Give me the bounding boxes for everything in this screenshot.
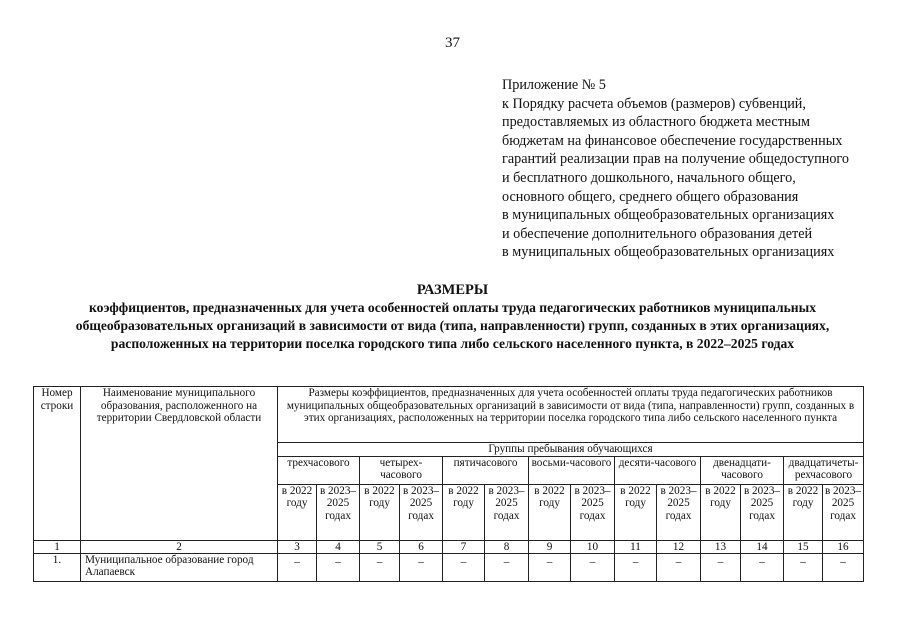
- year-header-2022: в 2022 году: [360, 484, 400, 540]
- appendix-block: [502, 76, 892, 262]
- column-number: 9: [529, 540, 571, 553]
- year-header-2023-2025: в 2023–2025 годах: [571, 484, 615, 540]
- column-number: 1: [34, 540, 81, 553]
- year-header-2022: в 2022 году: [615, 484, 657, 540]
- column-number: 14: [741, 540, 784, 553]
- column-number: 12: [657, 540, 701, 553]
- municipality-name-cell: Муниципальное образование город Алапаевск: [81, 553, 278, 581]
- subtitle-line: коэффициентов, предназначенных для учета особенностей оплаты труда педагогических работников муниципальных: [88, 300, 817, 315]
- header-coefficient-sizes: Размеры коэффициентов, предназначенных для учета особенностей оплаты труда педагогических работников муниципальных общеобразовательных организаций в зависимости от вида (типа, направленности) групп, созданных в этих организациях, расположенных на территории поселка городского типа либо сельского населенного пункта: [278, 387, 864, 443]
- appendix-line: и бесплатного дошкольного, начального общего,: [502, 169, 796, 186]
- year-header-2023-2025: в 2023–2025 годах: [317, 484, 360, 540]
- header-municipality: Наименование муниципального образования, расположенного на территории Свердловской области: [81, 387, 278, 541]
- appendix-line: основного общего, среднего общего образования: [502, 188, 799, 205]
- value-cell: –: [657, 553, 701, 581]
- year-header-2023-2025: в 2023–2025 годах: [741, 484, 784, 540]
- column-number: 10: [571, 540, 615, 553]
- column-number: 2: [81, 540, 278, 553]
- group-type-header: десяти-часового: [615, 456, 701, 484]
- column-number: 15: [784, 540, 823, 553]
- year-header-2023-2025: в 2023–2025 годах: [400, 484, 443, 540]
- value-cell: –: [823, 553, 864, 581]
- value-cell: –: [400, 553, 443, 581]
- appendix-line: Приложение № 5: [502, 77, 606, 93]
- column-number: 4: [317, 540, 360, 553]
- appendix-line: в муниципальных общеобразовательных организациях: [502, 207, 835, 224]
- year-header-2022: в 2022 году: [443, 484, 485, 540]
- value-cell: –: [360, 553, 400, 581]
- year-header-2023-2025: в 2023–2025 годах: [485, 484, 529, 540]
- value-cell: –: [485, 553, 529, 581]
- column-number: 7: [443, 540, 485, 553]
- appendix-line: в муниципальных общеобразовательных организациях: [502, 244, 835, 261]
- group-type-header: двенадцати-часового: [701, 456, 784, 484]
- subtitle-line: общеобразовательных организаций в зависимости от вида (типа, направленности) групп, созданных в этих организациях,: [75, 318, 830, 334]
- year-header-2022: в 2022 году: [784, 484, 823, 540]
- coefficients-table: [33, 386, 864, 582]
- year-header-2023-2025: в 2023–2025 годах: [823, 484, 864, 540]
- column-number: 6: [400, 540, 443, 553]
- value-cell: –: [443, 553, 485, 581]
- document-title: РАЗМЕРЫ: [416, 282, 489, 298]
- value-cell: –: [615, 553, 657, 581]
- appendix-line: бюджетам на финансовое обеспечение государственных: [502, 132, 843, 149]
- year-header-2022: в 2022 году: [278, 484, 317, 540]
- value-cell: –: [278, 553, 317, 581]
- column-number: 13: [701, 540, 741, 553]
- column-number: 5: [360, 540, 400, 553]
- column-number: 3: [278, 540, 317, 553]
- column-number: 16: [823, 540, 864, 553]
- year-header-2022: в 2022 году: [529, 484, 571, 540]
- value-cell: –: [701, 553, 741, 581]
- column-number: 8: [485, 540, 529, 553]
- group-type-header: двадцатичеты-рехчасового: [784, 456, 864, 484]
- row-number-cell: 1.: [34, 553, 81, 581]
- appendix-line: предоставляемых из областного бюджета местным: [502, 114, 811, 131]
- column-number: 11: [615, 540, 657, 553]
- table-row: [34, 553, 864, 581]
- appendix-line: и обеспечение дополнительного образования детей: [502, 225, 813, 242]
- value-cell: –: [741, 553, 784, 581]
- group-type-header: пятичасового: [443, 456, 529, 484]
- year-header-2022: в 2022 году: [701, 484, 741, 540]
- header-row-number: Номер строки: [34, 387, 81, 541]
- appendix-line: гарантий реализации прав на получение общедоступного: [502, 151, 849, 168]
- value-cell: –: [317, 553, 360, 581]
- value-cell: –: [571, 553, 615, 581]
- subtitle-line: расположенных на территории поселка городского типа либо сельского населенного пункта, в 2022–2025 годах: [110, 336, 795, 352]
- header-groups: Группы пребывания обучающихся: [278, 443, 864, 457]
- document-subtitle: [20, 299, 885, 354]
- group-type-header: трехчасового: [278, 456, 360, 484]
- appendix-line: к Порядку расчета объемов (размеров) субвенций,: [502, 95, 806, 112]
- page-number: 37: [445, 35, 460, 51]
- group-type-header: восьми-часового: [529, 456, 615, 484]
- group-type-header: четырех-часового: [360, 456, 443, 484]
- value-cell: –: [784, 553, 823, 581]
- value-cell: –: [529, 553, 571, 581]
- year-header-2023-2025: в 2023–2025 годах: [657, 484, 701, 540]
